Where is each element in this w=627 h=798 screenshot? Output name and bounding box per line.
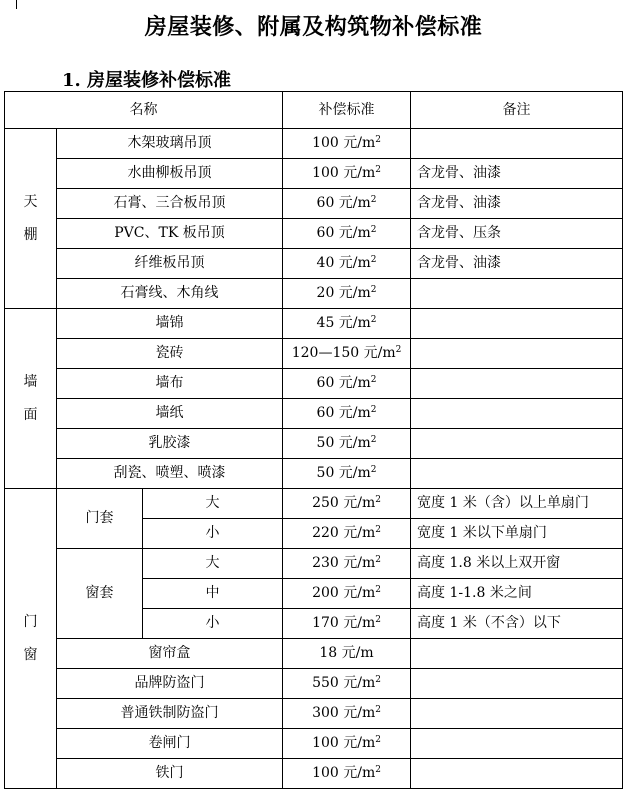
unit-superscript: 2 xyxy=(370,435,377,445)
compensation-value xyxy=(283,369,411,399)
item-name: 乳胶漆 xyxy=(57,429,283,459)
value-text: 120—150 元/m xyxy=(291,345,396,361)
compensation-value xyxy=(283,609,411,639)
item-remark xyxy=(411,639,623,669)
unit-superscript: 2 xyxy=(375,675,381,685)
category-label: 门窗 xyxy=(23,613,38,663)
header-name: 名称 xyxy=(5,92,283,129)
header-standard: 补偿标准 xyxy=(283,92,411,129)
unit-superscript: 2 xyxy=(375,765,381,775)
compensation-value xyxy=(283,129,411,159)
unit-superscript: 2 xyxy=(370,195,377,205)
item-name: 墙纸 xyxy=(57,399,283,429)
unit-superscript: 2 xyxy=(375,705,381,715)
category-ceiling xyxy=(5,129,57,309)
compensation-value xyxy=(283,399,411,429)
table-row xyxy=(5,399,623,429)
section-heading: 1. 房屋装修补偿标准 xyxy=(62,70,232,91)
value-text: 230 元/m xyxy=(312,555,376,571)
size-label: 小 xyxy=(143,609,283,639)
table-row xyxy=(5,699,623,729)
item-name: 水曲柳板吊顶 xyxy=(57,159,283,189)
value-text: 250 元/m xyxy=(312,495,376,511)
table-row xyxy=(5,369,623,399)
compensation-value xyxy=(283,339,411,369)
subcategory-door-frame: 门套 xyxy=(57,489,143,549)
table-row xyxy=(5,129,623,159)
table-row xyxy=(5,429,623,459)
value-text: 60 元/m xyxy=(316,405,371,421)
unit-superscript: 2 xyxy=(370,255,377,265)
item-name: 墙锦 xyxy=(57,309,283,339)
item-remark xyxy=(411,279,623,309)
compensation-value xyxy=(283,459,411,489)
compensation-value xyxy=(283,309,411,339)
compensation-value xyxy=(283,279,411,309)
item-remark xyxy=(411,759,623,789)
item-remark xyxy=(411,699,623,729)
item-remark: 高度 1 米（不含）以下 xyxy=(411,609,623,639)
section-wall xyxy=(5,309,623,489)
item-name: 铁门 xyxy=(57,759,283,789)
size-label: 小 xyxy=(143,519,283,549)
size-label: 大 xyxy=(143,549,283,579)
item-name: PVC、TK 板吊顶 xyxy=(57,219,283,249)
value-text: 60 元/m xyxy=(316,375,371,391)
size-label: 中 xyxy=(143,579,283,609)
table-row xyxy=(5,489,623,519)
compensation-value xyxy=(283,429,411,459)
item-remark: 高度 1.8 米以上双开窗 xyxy=(411,549,623,579)
value-text: 50 元/m xyxy=(316,435,371,451)
item-remark xyxy=(411,309,623,339)
table-row xyxy=(5,189,623,219)
text-cursor-mark xyxy=(16,0,17,9)
item-remark xyxy=(411,459,623,489)
item-remark: 含龙骨、压条 xyxy=(411,219,623,249)
value-text: 40 元/m xyxy=(316,255,371,271)
item-name: 木架玻璃吊顶 xyxy=(57,129,283,159)
value-text: 60 元/m xyxy=(316,195,371,211)
compensation-value xyxy=(283,159,411,189)
table-row xyxy=(5,669,623,699)
table-row xyxy=(5,309,623,339)
table-row xyxy=(5,759,623,789)
item-remark xyxy=(411,339,623,369)
item-name: 刮瓷、喷塑、喷漆 xyxy=(57,459,283,489)
category-wall xyxy=(5,309,57,489)
table-row xyxy=(5,249,623,279)
value-text: 550 元/m xyxy=(312,675,376,691)
compensation-value xyxy=(283,639,411,669)
unit-superscript: 2 xyxy=(370,405,377,415)
unit-superscript: 2 xyxy=(375,495,381,505)
item-remark: 高度 1-1.8 米之间 xyxy=(411,579,623,609)
item-name: 卷闸门 xyxy=(57,729,283,759)
item-name: 窗帘盒 xyxy=(57,639,283,669)
item-name: 纤维板吊顶 xyxy=(57,249,283,279)
compensation-value xyxy=(283,579,411,609)
table-row xyxy=(5,159,623,189)
unit-superscript: 2 xyxy=(370,315,377,325)
value-text: 20 元/m xyxy=(316,285,371,301)
unit-superscript: 2 xyxy=(395,345,402,355)
value-text: 170 元/m xyxy=(312,615,376,631)
table-row xyxy=(5,639,623,669)
unit-superscript: 2 xyxy=(370,225,377,235)
table-row xyxy=(5,219,623,249)
compensation-value xyxy=(283,219,411,249)
unit-superscript: 2 xyxy=(375,585,381,595)
unit-superscript: 2 xyxy=(370,285,377,295)
compensation-value xyxy=(283,549,411,579)
unit-superscript: 2 xyxy=(375,165,381,175)
unit-superscript: 2 xyxy=(375,555,381,565)
compensation-value xyxy=(283,759,411,789)
item-name: 品牌防盗门 xyxy=(57,669,283,699)
value-text: 100 元/m xyxy=(312,735,376,751)
item-name: 瓷砖 xyxy=(57,339,283,369)
compensation-value xyxy=(283,249,411,279)
item-remark xyxy=(411,729,623,759)
item-remark: 含龙骨、油漆 xyxy=(411,159,623,189)
table-row xyxy=(5,459,623,489)
table-row xyxy=(5,339,623,369)
compensation-value xyxy=(283,699,411,729)
value-text: 18 元/m xyxy=(319,645,374,661)
compensation-value xyxy=(283,669,411,699)
table-row xyxy=(5,279,623,309)
item-name: 石膏线、木角线 xyxy=(57,279,283,309)
value-text: 100 元/m xyxy=(312,765,376,781)
table-header-row xyxy=(5,92,623,129)
category-door-window xyxy=(5,489,57,789)
compensation-value xyxy=(283,519,411,549)
item-remark xyxy=(411,129,623,159)
item-remark xyxy=(411,669,623,699)
item-remark: 含龙骨、油漆 xyxy=(411,249,623,279)
subcategory-window-frame: 窗套 xyxy=(57,549,143,639)
value-text: 200 元/m xyxy=(312,585,376,601)
item-remark xyxy=(411,369,623,399)
document-title: 房屋装修、附属及构筑物补偿标准 xyxy=(144,14,483,40)
size-label: 大 xyxy=(143,489,283,519)
table-row xyxy=(5,729,623,759)
value-text: 60 元/m xyxy=(316,225,371,241)
item-name: 墙布 xyxy=(57,369,283,399)
section-ceiling xyxy=(5,129,623,309)
compensation-value xyxy=(283,729,411,759)
item-remark: 宽度 1 米以下单扇门 xyxy=(411,519,623,549)
header-remark: 备注 xyxy=(411,92,623,129)
unit-superscript: 2 xyxy=(375,615,381,625)
section-door-window xyxy=(5,489,623,789)
unit-superscript: 2 xyxy=(375,525,381,535)
value-text: 100 元/m xyxy=(312,165,376,181)
compensation-value xyxy=(283,189,411,219)
item-remark xyxy=(411,429,623,459)
category-label: 墙面 xyxy=(23,373,38,423)
value-text: 50 元/m xyxy=(316,465,371,481)
unit-superscript: 2 xyxy=(370,375,377,385)
item-name: 普通铁制防盗门 xyxy=(57,699,283,729)
item-name: 石膏、三合板吊顶 xyxy=(57,189,283,219)
category-label: 天棚 xyxy=(23,193,38,243)
unit-superscript: 2 xyxy=(375,735,381,745)
unit-superscript: 2 xyxy=(375,135,381,145)
item-remark: 含龙骨、油漆 xyxy=(411,189,623,219)
item-remark xyxy=(411,399,623,429)
value-text: 300 元/m xyxy=(312,705,376,721)
unit-superscript: 2 xyxy=(370,465,377,475)
compensation-value xyxy=(283,489,411,519)
value-text: 220 元/m xyxy=(312,525,376,541)
value-text: 45 元/m xyxy=(316,315,371,331)
table-row xyxy=(5,549,623,579)
value-text: 100 元/m xyxy=(312,135,376,151)
compensation-table xyxy=(4,91,623,789)
item-remark: 宽度 1 米（含）以上单扇门 xyxy=(411,489,623,519)
